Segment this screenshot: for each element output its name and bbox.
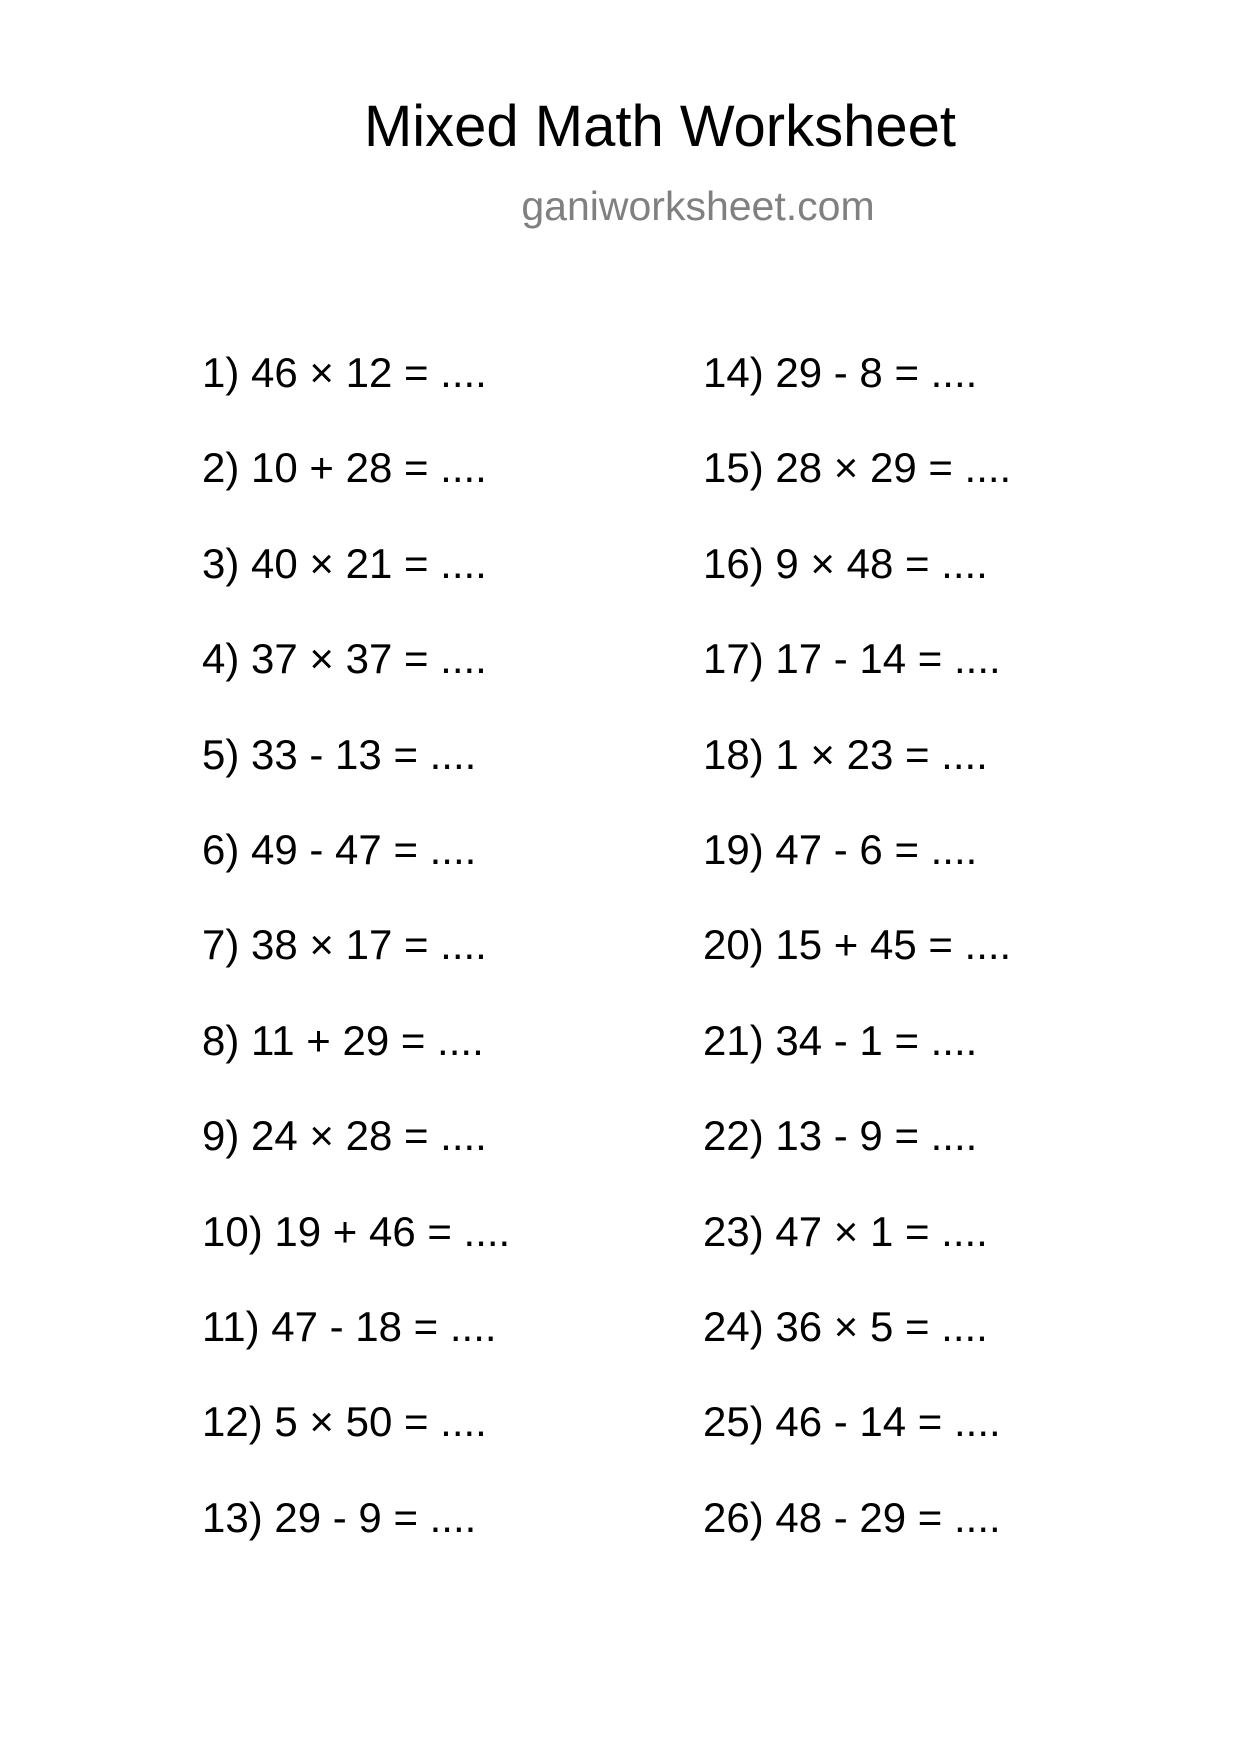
problem-14: 14) 29 - 8 = .... bbox=[703, 349, 978, 396]
problem-2: 2) 10 + 28 = .... bbox=[202, 444, 487, 492]
problem-21: 21) 34 - 1 = .... bbox=[703, 1016, 978, 1064]
problem-8: 8) 11 + 29 = .... bbox=[202, 1016, 484, 1064]
problem-6: 6) 49 - 47 = .... bbox=[202, 825, 477, 873]
problem-5: 5) 33 - 13 = .... bbox=[202, 730, 477, 778]
worksheet-title: Mixed Math Worksheet bbox=[363, 94, 957, 159]
problem-17: 17) 17 - 14 = .... bbox=[703, 635, 1001, 683]
problem-23: 23) 47 × 1 = .... bbox=[703, 1207, 988, 1255]
problem-18: 18) 1 × 23 = .... bbox=[703, 730, 988, 778]
problem-13: 13) 29 - 9 = .... bbox=[202, 1493, 477, 1541]
problem-column-right bbox=[703, 349, 1012, 1592]
problem-3: 3) 40 × 21 = .... bbox=[202, 539, 487, 587]
problem-7: 7) 38 × 17 = .... bbox=[202, 921, 487, 969]
problem-24: 24) 36 × 5 = .... bbox=[703, 1302, 988, 1350]
problem-16: 16) 9 × 48 = .... bbox=[703, 539, 988, 587]
site-url: ganiworksheet.com bbox=[521, 183, 875, 229]
problem-1: 1) 46 × 12 = .... bbox=[202, 349, 487, 396]
problem-19: 19) 47 - 6 = .... bbox=[703, 825, 978, 873]
problem-12: 12) 5 × 50 = .... bbox=[202, 1398, 487, 1446]
problem-4: 4) 37 × 37 = .... bbox=[202, 635, 487, 683]
problem-25: 25) 46 - 14 = .... bbox=[703, 1398, 1001, 1446]
problem-11: 11) 47 - 18 = .... bbox=[202, 1302, 497, 1350]
problem-15: 15) 28 × 29 = .... bbox=[703, 444, 1012, 492]
problem-22: 22) 13 - 9 = .... bbox=[703, 1112, 978, 1160]
problem-20: 20) 15 + 45 = .... bbox=[703, 921, 1012, 969]
problem-26: 26) 48 - 29 = .... bbox=[703, 1493, 1001, 1541]
problem-10: 10) 19 + 46 = .... bbox=[202, 1207, 511, 1255]
problem-column-left bbox=[202, 349, 511, 1592]
problem-9: 9) 24 × 28 = .... bbox=[202, 1112, 487, 1160]
